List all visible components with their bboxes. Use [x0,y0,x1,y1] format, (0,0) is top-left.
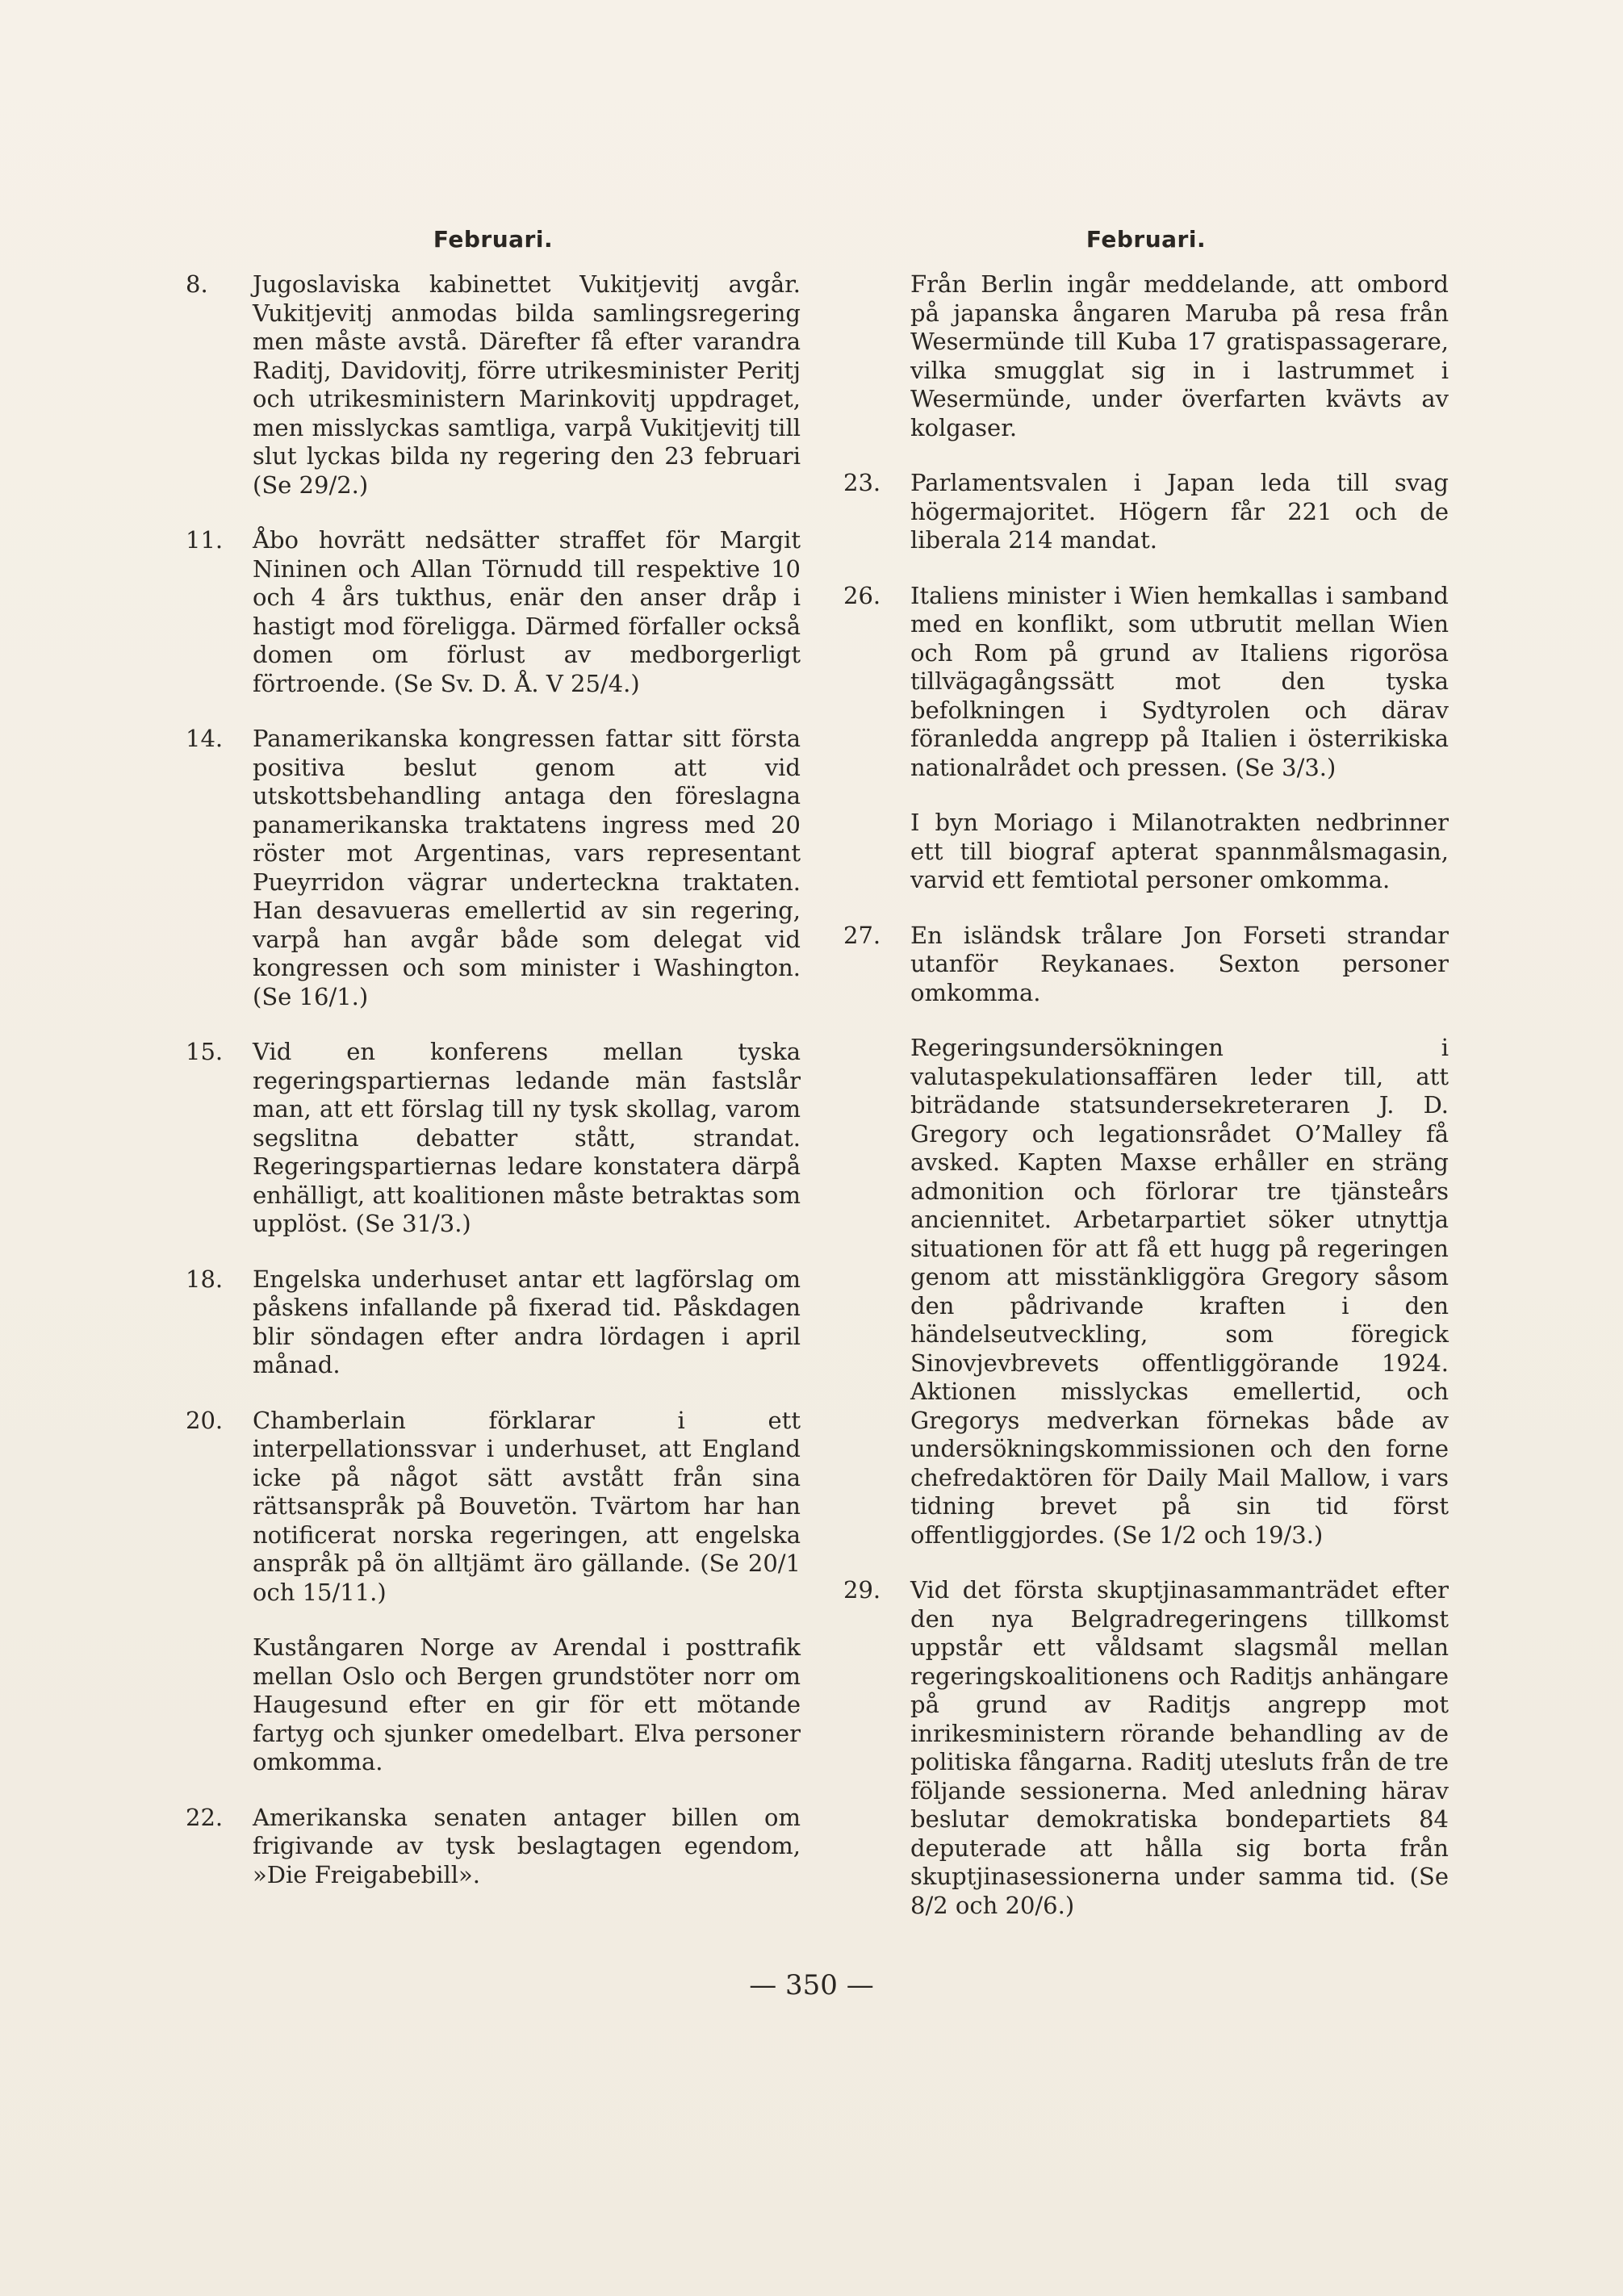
entry-day [843,270,910,442]
left-month-heading: Februari. [433,226,554,253]
entry-text: Från Berlin ingår meddelande, att ombord på japanska ångaren Maruba på resa från Wesermünde till Kuba 17 gratispassagerare, vilka smugglat sig in i lastrummet i Wesermünde, under överfarten kvävts av kolgaser. [910,270,1449,441]
entry-day: 14. [186,725,224,752]
chronicle-entry [186,1038,801,1239]
entry-day: 23. [843,469,881,496]
entry-text: Kustångaren Norge av Arendal i posttrafik mellan Oslo och Bergen grundstöter norr om Haugesund efter en gir för ett mötande fartyg och sjunker omedelbart. Elva personer omkomma. [253,1633,801,1775]
entry-day [186,1633,253,1777]
chronicle-entry [186,1407,801,1608]
chronicle-entry [186,1804,801,1890]
chronicle-entry [843,270,1449,442]
left-column [186,226,801,1916]
right-column [843,226,1449,1947]
entry-day: 8. [186,270,208,298]
chronicle-entry [186,725,801,1011]
entry-text: Panamerikanska kongressen fattar sitt första positiva beslut genom att vid utskottsbehandling antaga den föreslagna panamerikanska traktatens ingress med 20 röster mot Argentinas, vars representant Pueyrridon vägrar underteckna traktaten. Han desavueras emellertid av sin regering, varpå han avgår både som delegat vid kongressen och som minister i Washington. (Se 16/1.) [253,725,801,1010]
right-month-heading: Februari. [1085,226,1207,253]
entry-day: 27. [843,921,881,949]
entry-day: 15. [186,1038,224,1065]
entry-text: Amerikanska senaten antager billen om frigivande av tysk beslagtagen egendom, »Die Freigabebill». [253,1803,801,1888]
entry-text: Vid en konferens mellan tyska regeringspartiernas ledande män fastslår man, att ett förslag till ny tysk skollag, varom segslitna debatter stått, strandat. Regeringspartiernas ledare konstatera därpå enhälligt, att koalitionen måste betraktas som upplöst. (Se 31/3.) [253,1038,801,1237]
page-number: — 350 — [749,1969,874,2001]
chronicle-entry [843,1576,1449,1920]
entry-text: Engelska underhuset antar ett lagförslag om påskens infallande på fixerad tid. Påskdagen blir söndagen efter andra lördagen i april månad. [253,1265,801,1378]
entry-day [843,809,910,895]
entry-day: 11. [186,526,224,554]
chronicle-entry [843,922,1449,1008]
chronicle-entry [843,469,1449,555]
entry-day: 29. [843,1576,881,1604]
entry-text: Regeringsundersökningen i valutaspekulationsaffären leder till, att biträdande statsundersekreteraren J. D. Gregory och legationsrådet O’Malley få avsked. Kapten Maxse erhåller en sträng admonition och förlorar tre tjänsteårs anciennitet. Arbetarpartiet söker utnyttja situationen för att få ett hugg på regeringen genom att misstänkliggöra Gregory såsom den pådrivande kraften i den händelseutveckling, som föregick Sinovjevbrevets offentliggörande 1924. Aktionen misslyckas emellertid, och Gregorys medverkan förnekas både av undersökningskommissionen och den forne chefredaktören för Daily Mail Mallow, i vars tidning brevet på sin tid först offentliggjordes. (Se 1/2 och 19/3.) [910,1034,1449,1549]
chronicle-entry [843,1034,1449,1549]
entry-text: Italiens minister i Wien hemkallas i samband med en konflikt, som utbrutit mellan Wien och Rom på grund av Italiens rigorösa tillvägagångssätt mot den tyska befolkningen i Sydtyrolen och därav föranledda angrepp på Italien i österrikiska nationalrådet och pressen. (Se 3/3.) [910,581,1449,781]
entry-day: 20. [186,1406,224,1434]
entry-text: I byn Moriago i Milanotrakten nedbrinner ett till biograf apterat spannmålsmagasin, varvid ett femtiotal personer omkomma. [910,809,1449,893]
entry-day: 26. [843,581,881,609]
chronicle-entry [186,526,801,698]
entry-text: Vid det första skuptjinasammanträdet efter den nya Belgradregeringens tillkomst uppstår ett våldsamt slagsmål mellan regeringskoalitionens och Raditjs anhängare på grund av Raditjs angrepp mot inrikesministern rörande behandling av de politiska fångarna. Raditj utesluts från de tre följande sessionerna. Med anledning härav beslutar demokratiska bondepartiets 84 deputerade att hålla sig borta från skuptjinasessionerna under samma tid. (Se 8/2 och 20/6.) [910,1576,1449,1919]
chronicle-entry [186,1265,801,1380]
entry-text: En isländsk trålare Jon Forseti strandar utanför Reykanaes. Sexton personer omkomma. [910,921,1449,1006]
chronicle-entry [186,1633,801,1777]
entry-day [843,1034,910,1549]
chronicle-entry [843,809,1449,895]
entry-text: Jugoslaviska kabinettet Vukitjevitj avgår. Vukitjevitj anmodas bilda samlingsregering men måste avstå. Därefter få efter varandra Raditj, Davidovitj, förre utrikesminister Peritj och utrikesministern Marinkovitj uppdraget, men misslyckas samtliga, varpå Vukitjevitj till slut lyckas bilda ny regering den 23 februari (Se 29/2.) [253,270,801,499]
entry-text: Chamberlain förklarar i ett interpellationssvar i underhuset, att England icke på något sätt avstått från sina rättsanspråk på Bouvetön. Tvärtom har han notificerat norska regeringen, att engelska anspråk på ön alltjämt äro gällande. (Se 20/1 och 15/11.) [253,1406,801,1606]
chronicle-entry [843,582,1449,783]
chronicle-entry [186,270,801,500]
entry-day: 18. [186,1265,224,1293]
entry-text: Parlamentsvalen i Japan leda till svag högermajoritet. Högern får 221 och de liberala 214 mandat. [910,469,1449,554]
entry-day: 22. [186,1803,224,1831]
entry-text: Åbo hovrätt nedsätter straffet för Margit Nininen och Allan Törnudd till respektive 10 och 4 års tukthus, enär den anser dråp i hastigt mod föreligga. Därmed förfaller också domen om förlust av medborgerligt förtroende. (Se Sv. D. Å. V 25/4.) [253,526,801,697]
